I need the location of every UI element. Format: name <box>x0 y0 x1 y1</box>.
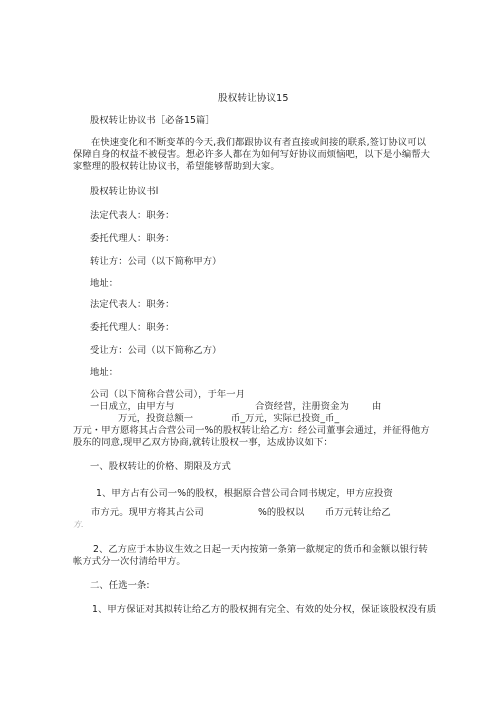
party-a-legal-rep: 法定代表人：职务： <box>90 210 175 221</box>
party-a-agent: 委托代理人：职务： <box>90 233 175 244</box>
article-1-clause-1-line-2c: 币万元转让给乙 <box>325 507 391 518</box>
body-line-2a: 一日成立，由甲方与 <box>90 401 175 412</box>
body-line-5: 股东的同意,现甲乙双方协商,就转让股权一事，达成协议如下： <box>73 437 333 448</box>
intro-line-3: 家整理的股权转让协议书，希望能够帮助到大家。 <box>73 161 280 172</box>
article-1-clause-1-line-2b: %的股权以 <box>258 507 305 518</box>
document-subtitle: 股权转让协议书［必备15篇］ <box>90 115 215 126</box>
party-a-address: 地址： <box>90 278 119 289</box>
section-heading: 股权转让协议书l <box>90 186 159 197</box>
document-title: 股权转让协议15 <box>218 93 289 104</box>
article-1-clause-2-line-2: 帐方式分一次付清给甲方。 <box>73 556 186 567</box>
body-line-2c: 由 <box>372 401 382 412</box>
article-1-clause-1-line-3: 方. <box>73 520 84 529</box>
article-1-clause-2-line-1: 2、乙方应于本协议生效之日起一天内按第一条第一歙规定的货币和金额以银行转 <box>93 544 428 555</box>
article-2-heading: 二、任选一条: <box>90 580 150 591</box>
article-1-heading: 一、股权转让的价格、期限及方式 <box>90 461 231 472</box>
party-b-transferee: 受让方：公司（以下简称乙方） <box>90 345 222 356</box>
body-line-2b: 合资经营，注册资金为 <box>255 401 349 412</box>
party-a-transferor: 转让方：公司（以下简称甲方） <box>90 256 222 267</box>
body-line-3a: 万元，投资总额一 <box>118 413 194 424</box>
article-1-clause-1-line-2a: 市方元。现甲方将其占公司 <box>91 507 204 518</box>
party-b-address: 地址： <box>90 367 119 378</box>
intro-line-2: 保障自身的权益不被侵害。想必许多人都在为如何写好协议而烦恼吧，以下是小编帮大 <box>73 149 431 160</box>
body-line-3b: 币_万元，实际已投资_币_ <box>231 413 340 424</box>
body-line-1: 公司（以下简称合营公司），于年一月 <box>90 389 246 400</box>
article-2-clause-1-line-1: 1、甲方保证对其拟转让给乙方的股权拥有完全、有效的处分权，保证该股权没有质 <box>92 604 437 615</box>
body-line-4: 万元・甲方愿将其占合营公司一%的股权转让给乙方：经公司董事会通过，并征得他方 <box>73 425 430 436</box>
intro-line-1: 在快速变化和不断变革的今天,我们都跟协议有者直接或间接的联系,签订协议可以 <box>91 137 427 148</box>
party-b-agent: 委托代理人：职务： <box>90 322 175 333</box>
article-1-clause-1-line-1: 1、甲方占有公司一%的股权，根据原合营公司合同书规定，甲方应投资 <box>96 488 393 499</box>
party-b-legal-rep: 法定代表人：职务： <box>90 299 175 310</box>
